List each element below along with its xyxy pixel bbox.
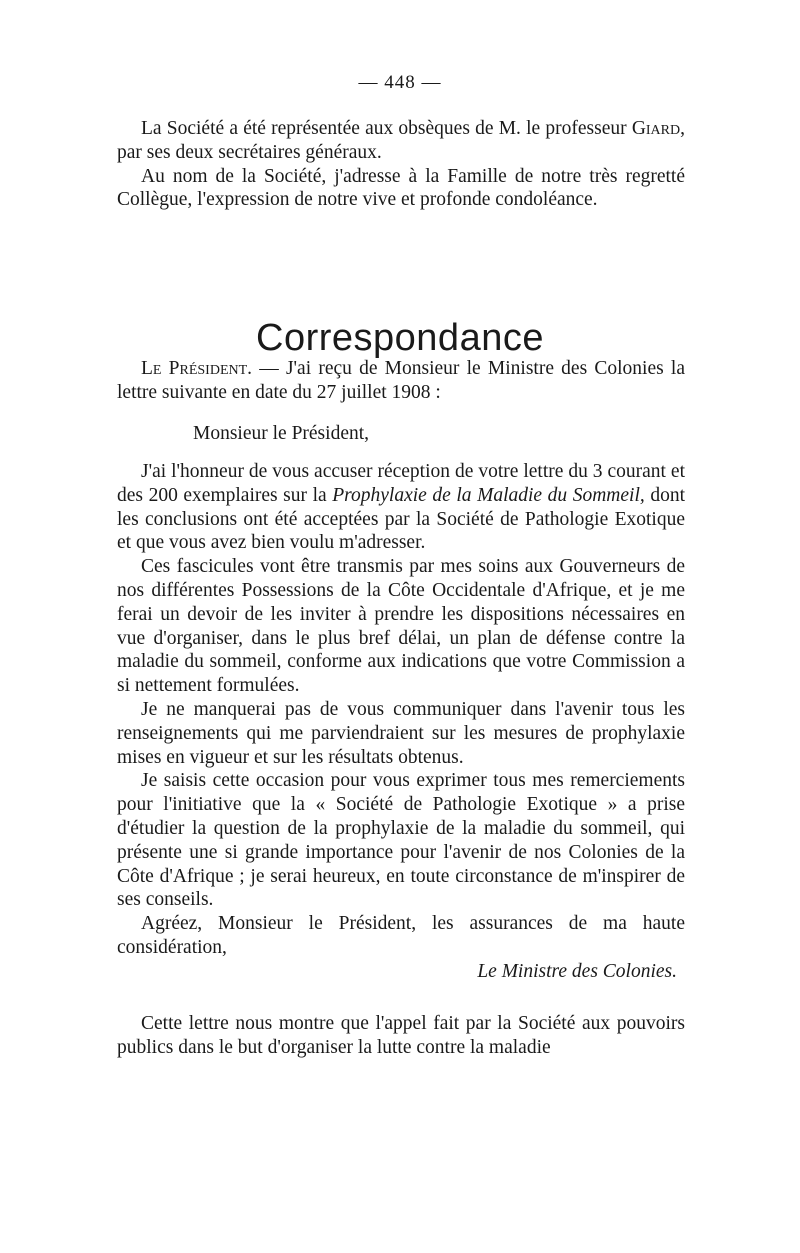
- paragraph-closing: Cette lettre nous montre que l'appel fait par la Société aux pouvoirs publics dans le but d'organiser la lutte contre la maladie: [117, 1013, 685, 1058]
- paragraph-text: , par ses deux secrétaires généraux.: [117, 118, 685, 163]
- section-heading: Correspondance: [256, 317, 544, 360]
- letter-paragraph-3: Je ne manquerai pas de vous communiquer dans l'avenir tous les renseignements qui me parviendraient sur les mesures de prophylaxie mises en vigueur et sur les résultats obtenus.: [117, 698, 685, 768]
- paragraph-text: dont les conclusions ont été acceptées par la Société de Pathologie Exotique et que vous avez bien voulu m'adresser.: [117, 484, 685, 554]
- letter-paragraph-5: Agréez, Monsieur le Président, les assurances de ma haute considération,: [117, 913, 685, 958]
- letter-paragraph-2: Ces fascicules vont être transmis par mes soins aux Gouverneurs de nos différentes Possessions de la Côte Occidentale d'Afrique, et je me ferai un devoir de les inviter à prendre les dispositions nécessaires en vue d'organiser, dans le plus bref délai, un plan de défense contre la maladie du sommeil, conforme aux indications que votre Commission a si nettement formulées.: [117, 556, 685, 697]
- speaker-label: Le Président.: [141, 358, 253, 379]
- top-section: [117, 117, 685, 212]
- person-name: Giard: [631, 118, 681, 139]
- letter-section: [117, 422, 685, 446]
- letter-body: [117, 460, 685, 984]
- letter-signature: Le Ministre des Colonies.: [477, 960, 677, 982]
- paragraph-text: — J'ai reçu de Monsieur le Ministre des Colonies la lettre suivante en date du 27 juillet 1908 :: [117, 358, 685, 403]
- paragraph-intro: [117, 357, 685, 405]
- page-number: — 448 —: [358, 72, 442, 93]
- publication-title: Prophylaxie de la Maladie du Sommeil,: [332, 484, 645, 506]
- paragraph-text: J'ai l'honneur de vous accuser réception de votre lettre du 3 courant et des 200 exemplaires sur la: [117, 461, 685, 506]
- letter-paragraph-1: [117, 460, 685, 555]
- letter-paragraph-4: Je saisis cette occasion pour vous exprimer tous mes remerciements pour l'initiative que la « Société de Pathologie Exotique » a prise d'étudier la question de la prophylaxie de la maladie du sommeil, qui présente une si grande importance pour l'avenir de nos Colonies de la Côte d'Afrique ; je serai heureux, en toute circonstance de m'inspirer de ses conseils.: [117, 770, 685, 911]
- letter-salutation: Monsieur le Président,: [193, 423, 370, 444]
- paragraph-obseques: [117, 117, 685, 165]
- paragraph-text: La Société a été représentée aux obsèques de M. le professeur: [141, 118, 632, 139]
- paragraph-condoleance: Au nom de la Société, j'adresse à la Famille de notre très regretté Collègue, l'expression de notre vive et profonde condoléance.: [117, 165, 685, 211]
- closing-section: [117, 1012, 685, 1060]
- intro-section: [117, 357, 685, 405]
